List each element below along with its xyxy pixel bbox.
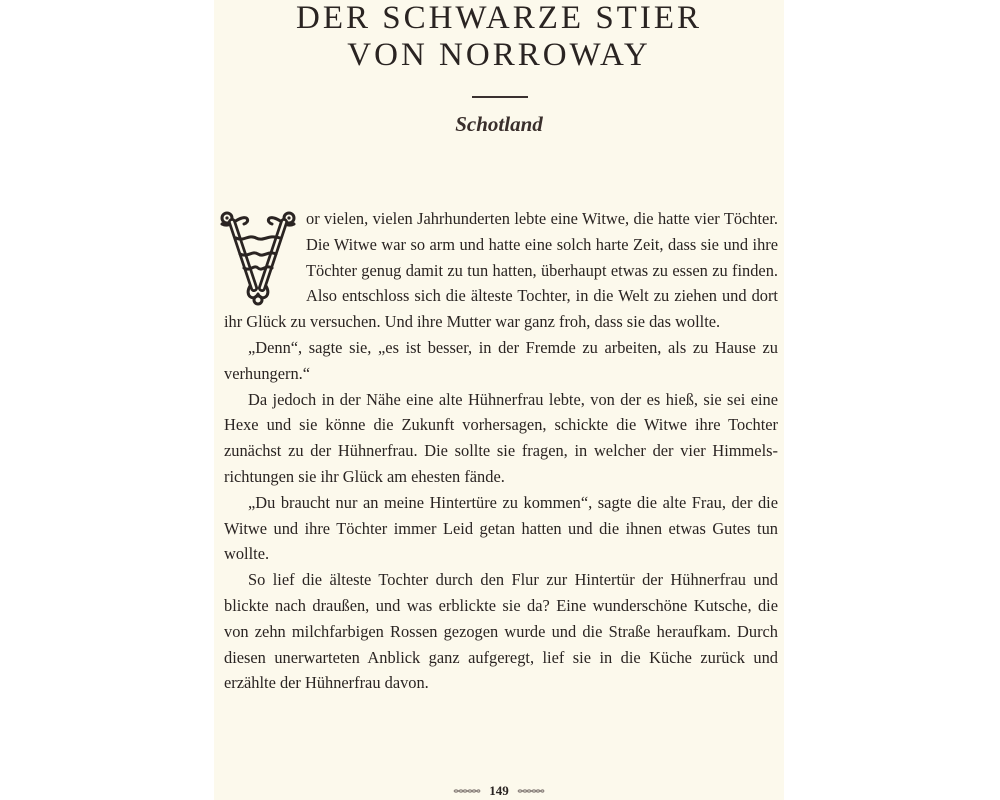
footer-ornament-right-icon xyxy=(517,786,545,796)
chapter-title xyxy=(214,0,784,74)
paragraph-3: Da jedoch in der Nähe eine alte Hühnerfrau lebte, von der es hieß, sie sei eine Hexe und sie könne die Zukunft vorhersagen, schickte die Witwe ihre Tochter zunächst zu der Hühnerfrau. Die sollte sie fragen, in welcher der vier Himmelsrichtungen sie ihr Glück am ehesten fände. xyxy=(224,389,778,486)
chapter-title-line-2: VON NORROWAY xyxy=(347,37,651,73)
paragraph-1-text: or vielen, vielen Jahrhunderten lebte eine Witwe, die hatte vier Töchter. Die Witwe war so arm und hatte eine solch harte Zeit, dass sie und ihre Töchter genug damit zu tun hatten, überhaupt etwas zu essen zu finden. Also entschloss sich die älteste Tochter, in die Welt zu ziehen und dort ihr Glück zu versuchen. Und ihre Mutter war ganz froh, dass sie das wollte. xyxy=(224,209,778,332)
paragraph-5: So lief die älteste Tochter durch den Flur zur Hintertür der Hühnerfrau und blickte nach draußen, und was erblickte sie da? Eine wunderschöne Kutsche, die von zehn milchfarbigen Rossen gezogen wurde und die Straße heraufkam. Durch diesen unerwarteten Anblick ganz aufgeregt, lief sie in die Küche zurück und erzählte der Hühnerfrau davon. xyxy=(224,570,778,693)
paragraph-2: „Denn“, sagte sie, „es ist besser, in der Fremde zu arbeiten, als zu Hause zu verhungern.“ xyxy=(224,337,778,383)
title-divider xyxy=(472,96,528,98)
dropcap-v-icon xyxy=(218,208,298,308)
paragraph-1 xyxy=(224,206,778,335)
page-number: 149 xyxy=(489,783,509,798)
story-text xyxy=(224,206,778,696)
paragraph-4: „Du braucht nur an meine Hintertüre zu kommen“, sagte die alte Frau, der die Witwe und ihre Töchter immer Leid getan hatten und die ihnen etwas Gutes tun wollte. xyxy=(224,492,778,564)
footer-ornament-left-icon xyxy=(453,786,481,796)
chapter-subtitle: Schotland xyxy=(455,112,543,136)
page-footer xyxy=(214,783,784,799)
book-page xyxy=(214,0,784,800)
chapter-title-line-1: DER SCHWARZE STIER xyxy=(295,0,702,36)
